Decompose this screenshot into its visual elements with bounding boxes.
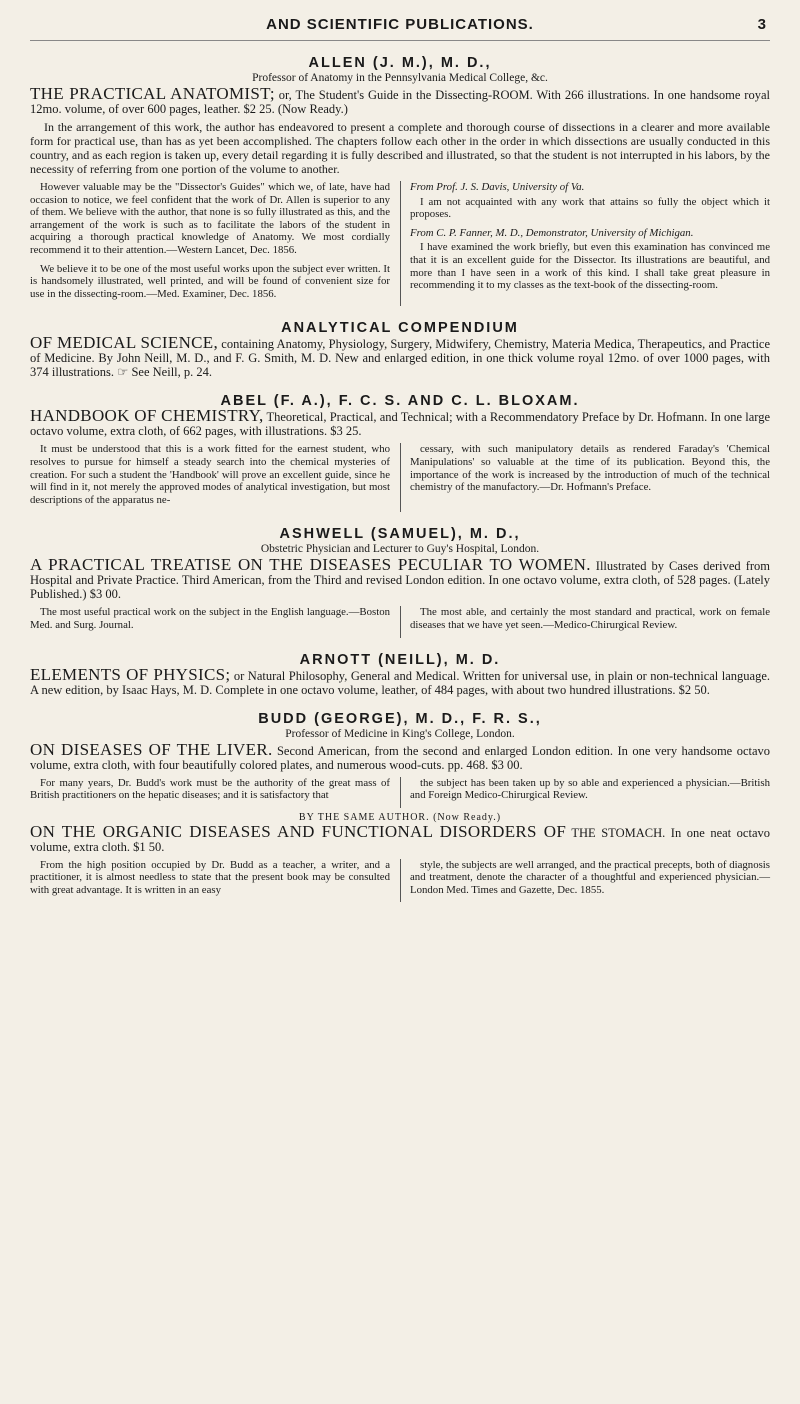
review-quote: I have examined the work briefly, but even this examination has convinced me that it is an excellent guide for the Dissector. Its illustrations are beautiful, and more than I have seen in a work of this kind. I shall take great pleasure in recommending it to my classes as the text-book of the dissecting-room. [410,241,770,292]
review-columns [30,181,770,306]
book-details: or Natural Philosophy, General and Medical. Written for universal use, in plain or non-technical language. A new edition, by Isaac Hays, M. D. Complete in one octavo volume, leather, of 484 pages, with about two hundred illustrations. $2 50. [30,668,771,697]
review-column-right [400,443,770,512]
running-header [30,14,770,41]
review-source: From Prof. J. S. Davis, University of Va. [410,181,585,193]
book-title-lead: THE PRACTICAL ANATOMIST; [30,84,275,103]
catalog-page [30,0,770,902]
review-quote: the subject has been taken up by so able and experienced a physician.—British and Foreign Medico-Chirurgical Review. [410,776,770,802]
book-details: Illustrated by Cases derived from Hospital and Private Practice. Third American, from the Third and revised London edition. In one octavo volume, extra cloth, of 528 pages. (Lately Published.) $3 00. [30,559,771,602]
review-quote: style, the subjects are well arranged, and the practical precepts, both of diagnosis and treatment, denote the character of a thoughtful and experienced physician.—London Med. Times and Gazette, Dec. 1855. [410,858,770,896]
review-column-left [30,443,390,512]
review-column-left [30,606,390,637]
review-column-right [400,777,770,808]
book-title-lead: ON THE ORGANIC DISEASES AND FUNCTIONAL DISORDERS OF [30,821,567,841]
book-details: or, The Student's Guide in the Dissecting-ROOM. With 266 illustrations. In one handsome royal 12mo. volume, of over 600 pages, leather. $2 25. (Now Ready.) [30,88,770,116]
author-affiliation: Professor of Medicine in King's College, London. [285,727,515,740]
book-title-second [30,821,770,854]
review-quote: However valuable may be the "Dissector's Guides" which we, of late, have had occasion to notice, we feel confident that the work of Dr. Allen is superior to any of them. We believe with the author, that none is so fully illustrated as this, and the arrangement of the work is such as to facilitate the labors of the student in acquiring a thorough practical knowledge of Anatomy. We most cordially recommend it to their attention.—Western Lancet, Dec. 1856. [30,181,390,256]
review-quote: From the high position occupied by Dr. Budd as a teacher, a writer, and a practitioner, it is almost needless to state that the present book may be consulted with great advantage. It is written in an easy [30,858,390,896]
author-heading: BUDD (GEORGE), M. D., F. R. S., [258,710,542,727]
review-column-left [30,181,390,306]
review-column-right [400,859,770,903]
book-title [30,739,771,772]
review-columns [30,859,770,903]
entry-arnott [30,652,770,697]
book-title-lead: HANDBOOK OF CHEMISTRY, [30,406,264,426]
author-heading: ARNOTT (NEILL), M. D. [299,651,501,668]
entry-budd [30,711,770,903]
book-details: containing Anatomy, Physiology, Surgery, Midwifery, Chemistry, Materia Medica, Therapeutics, and Practice of Medicine. By John Neill, M. D., and F. G. Smith, M. D. New and enlarged edition, in one thick volume royal 12mo. of over 1000 pages, with 374 illustrations. ☞ See Neill, p. 24. [30,337,771,380]
book-title [30,555,771,602]
by-same-author-label: BY THE SAME AUTHOR. (Now Ready.) [298,811,502,823]
page-number: 3 [757,16,766,33]
book-details: Theoretical, Practical, and Technical; with a Recommendatory Preface by Dr. Hofmann. In one large octavo volume, extra cloth, of 662 pages, with illustrations. $3 25. [30,410,770,439]
review-quote: The most useful practical work on the subject in the English language.—Boston Med. and Surg. Journal. [30,606,390,631]
review-columns [30,777,770,808]
book-title-lead: OF MEDICAL SCIENCE, [30,333,219,353]
author-affiliation: Obstetric Physician and Lecturer to Guy's Hospital, London. [260,543,540,556]
book-title-lead: A PRACTICAL TREATISE ON THE DISEASES PECULIAR TO WOMEN. [30,555,591,575]
author-heading: ALLEN (J. M.), M. D., [308,55,492,71]
running-title: AND SCIENTIFIC PUBLICATIONS. [266,16,534,33]
author-heading: ANALYTICAL COMPENDIUM [281,320,519,337]
book-title [30,333,771,380]
book-description: In the arrangement of this work, the author has endeavored to present a complete and thorough course of dissections in a clearer and more available form for practical use, than has as yet been accomplished. The chapters follow each other in the order in which dissections are usually conducted in this country, and as each region is taken up, every detail regarding it is fully described and illustrated, so that the student is not interrupted in his labors, by the necessity of referring from one portion of the volume to another. [30,120,770,176]
author-heading: ABEL (F. A.), F. C. S. AND C. L. BLOXAM. [220,393,580,410]
review-columns [30,606,770,637]
author-heading: ASHWELL (SAMUEL), M. D., [279,526,521,543]
entry-ashwell [30,526,770,637]
review-column-right [400,606,770,637]
review-quote: It must be understood that this is a work fitted for the earnest student, who resolves to pursue for himself a steady search into the chemical mysteries of creation. For such a student the 'Handbook' will prove an excellent guide, since he will find in it, not merely the approved modes of analytical investigation, but most descriptions of the apparatus ne- [30,443,390,506]
review-quote: We believe it to be one of the most useful works upon the subject ever written. It is handsomely illustrated, well printed, and will be found of convenient size for use in the dissecting-room.—Med. Examiner, Dec. 1856. [30,262,390,300]
review-quote: I am not acquainted with any work that attains so fully the object which it proposes. [410,195,770,221]
review-quote: cessary, with such manipulatory details as rendered Faraday's 'Chemical Manipulations' so valuable at the time of its publication. Beyond this, the importance of the work is increased by the introduction of much of the technical chemistry of the manufactory.—Dr. Hofmann's Preface. [410,443,770,494]
entry-abel [30,393,770,512]
book-title [30,406,770,439]
review-columns [30,443,770,512]
entry-analytical-compendium [30,320,770,379]
review-source: From C. P. Fanner, M. D., Demonstrator, University of Michigan. [410,226,694,239]
author-affiliation: Professor of Anatomy in the Pennsylvania Medical College, &c. [252,72,548,84]
review-column-right [400,181,770,306]
review-column-left [30,859,390,903]
book-title [30,664,771,697]
book-title [30,84,770,116]
book-title-lead: ON DISEASES OF THE LIVER. [30,739,273,759]
review-column-left [30,777,390,808]
book-title-lead: ELEMENTS OF PHYSICS; [30,664,231,684]
book-details: THE STOMACH. In one neat octavo volume, extra cloth. $1 50. [30,825,770,854]
entry-allen [30,55,770,306]
book-details: Second American, from the second and enlarged London edition. In one very handsome octavo volume, extra cloth, with four beautifully colored plates, and numerous wood-cuts. pp. 468. $3 00. [30,743,771,772]
review-quote: For many years, Dr. Budd's work must be the authority of the great mass of British practitioners on the hepatic diseases; and it is satisfactory that [30,776,390,802]
review-quote: The most able, and certainly the most standard and practical, work on female diseases that we have yet seen.—Medico-Chirurgical Review. [410,606,770,631]
